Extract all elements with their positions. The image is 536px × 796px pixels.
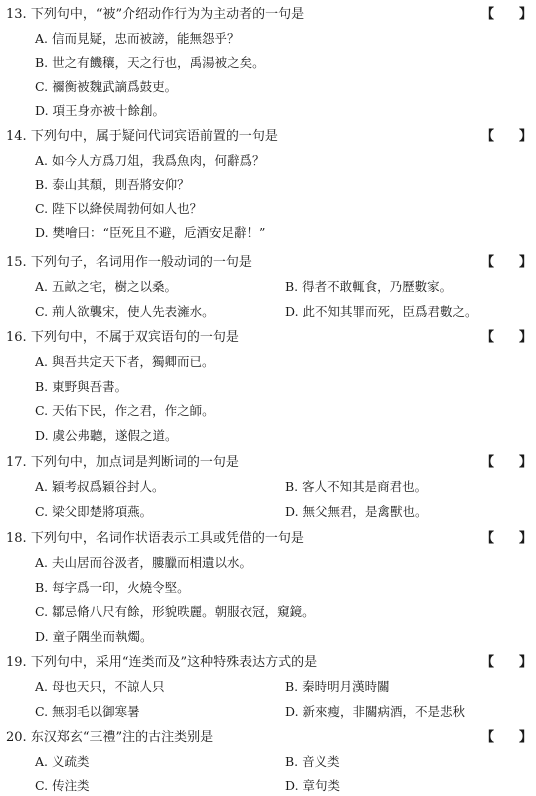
option-label: C. xyxy=(35,201,49,216)
option-a xyxy=(35,479,165,495)
option-a xyxy=(35,679,165,695)
answer-bracket-left: 【 xyxy=(481,330,495,345)
option-c xyxy=(35,79,177,95)
option-d xyxy=(285,778,340,794)
question-stem xyxy=(6,455,239,471)
option-label: A. xyxy=(35,279,49,294)
option-b xyxy=(35,55,265,71)
question-stem xyxy=(6,730,213,746)
answer-bracket-right: 】 xyxy=(519,455,533,470)
option-a xyxy=(35,754,90,770)
option-text: 秦時明月漢時關 xyxy=(302,679,390,694)
question-stem xyxy=(6,531,304,547)
option-c xyxy=(35,201,202,217)
option-text: 樊噲曰：“臣死且不避，卮酒安足辭！” xyxy=(52,225,266,240)
option-b xyxy=(285,279,452,295)
option-text: 五畝之宅，樹之以桑。 xyxy=(52,279,178,294)
option-text: 無羽毛以御寒暑 xyxy=(52,704,140,719)
question-text: 东汉郑玄“三禮”注的古注类别是 xyxy=(30,730,214,745)
option-d xyxy=(35,629,153,645)
option-text: 此不知其罪而死，臣爲君數之。 xyxy=(302,304,478,319)
option-text: 荊人欲襲宋，使人先表澭水。 xyxy=(52,304,215,319)
option-text: 陛下以絳侯周勃何如人也？ xyxy=(52,201,203,216)
question-stem xyxy=(6,655,317,671)
option-text: 穎考叔爲穎谷封人。 xyxy=(52,479,165,494)
option-c xyxy=(35,778,90,794)
option-b xyxy=(285,754,340,770)
option-label: D. xyxy=(285,304,299,319)
option-a xyxy=(35,354,215,370)
option-b xyxy=(35,379,127,395)
option-b xyxy=(285,679,390,695)
option-label: D. xyxy=(285,778,299,793)
question-text: 下列句中，不属于双宾语句的一句是 xyxy=(30,330,239,345)
option-d xyxy=(35,428,178,444)
option-label: B. xyxy=(35,379,49,394)
option-d xyxy=(285,504,428,520)
option-c xyxy=(35,403,215,419)
option-text: 如今人方爲刀俎，我爲魚肉，何辭爲？ xyxy=(52,153,265,168)
answer-bracket-right: 】 xyxy=(519,531,533,546)
option-text: 鄒忌脩八尺有餘，形貌昳麗。朝服衣冠，窺鏡。 xyxy=(52,604,315,619)
option-label: C. xyxy=(35,504,49,519)
question-number: 17. xyxy=(6,455,27,470)
option-label: A. xyxy=(35,31,49,46)
question-text: 下列句中，“被”介绍动作行为为主动者的一句是 xyxy=(30,7,305,22)
option-text: 义疏类 xyxy=(52,754,90,769)
option-label: D. xyxy=(35,103,49,118)
option-label: B. xyxy=(285,279,299,294)
question-text: 下列句中，采用“连类而及”这种特殊表达方式的是 xyxy=(30,655,318,670)
option-text: 得者不敢輒食，乃歷數家。 xyxy=(302,279,453,294)
option-text: 信而見疑，忠而被謗，能無怨乎？ xyxy=(52,31,240,46)
option-label: B. xyxy=(35,177,49,192)
answer-bracket-left: 【 xyxy=(481,531,495,546)
option-label: C. xyxy=(35,79,49,94)
option-a xyxy=(35,153,265,169)
question-stem xyxy=(6,330,239,346)
option-text: 客人不知其是商君也。 xyxy=(302,479,428,494)
question-stem xyxy=(6,255,252,271)
answer-bracket-right: 】 xyxy=(519,730,533,745)
option-text: 禰衡被魏武謫爲鼓吏。 xyxy=(52,79,178,94)
option-label: D. xyxy=(35,225,49,240)
option-b xyxy=(35,580,190,596)
answer-bracket-right: 】 xyxy=(519,655,533,670)
option-text: 天佑下民，作之君，作之師。 xyxy=(52,403,215,418)
option-text: 童子隅坐而執燭。 xyxy=(52,629,153,644)
option-label: B. xyxy=(285,679,299,694)
question-number: 18. xyxy=(6,531,27,546)
option-text: 母也天只，不諒人只 xyxy=(52,679,165,694)
answer-bracket-right: 】 xyxy=(519,255,533,270)
answer-bracket-left: 【 xyxy=(481,655,495,670)
answer-bracket-left: 【 xyxy=(481,7,495,22)
option-label: B. xyxy=(35,55,49,70)
question-stem xyxy=(6,7,304,23)
option-text: 夫山居而谷汲者，膢臘而相遺以水。 xyxy=(52,555,253,570)
option-c xyxy=(35,504,152,520)
option-label: A. xyxy=(35,754,49,769)
question-text: 下列句中，加点词是判断词的一句是 xyxy=(30,455,239,470)
option-text: 传注类 xyxy=(52,778,90,793)
option-label: B. xyxy=(285,479,299,494)
option-text: 章句类 xyxy=(302,778,341,793)
option-label: A. xyxy=(35,679,49,694)
option-text: 無父無君，是禽獸也。 xyxy=(302,504,428,519)
question-number: 14. xyxy=(6,129,27,144)
question-text: 下列句中，属于疑问代词宾语前置的一句是 xyxy=(30,129,278,144)
option-label: A. xyxy=(35,354,49,369)
option-label: C. xyxy=(35,778,49,793)
option-label: D. xyxy=(285,504,299,519)
answer-bracket-left: 【 xyxy=(481,255,495,270)
answer-bracket-left: 【 xyxy=(481,129,495,144)
question-number: 13. xyxy=(6,7,27,22)
option-text: 虞公弗聽，遂假之道。 xyxy=(52,428,178,443)
option-label: A. xyxy=(35,555,49,570)
question-stem xyxy=(6,129,278,145)
option-b xyxy=(35,177,190,193)
option-label: C. xyxy=(35,604,49,619)
option-label: C. xyxy=(35,704,49,719)
question-number: 15. xyxy=(6,255,27,270)
option-label: B. xyxy=(285,754,299,769)
question-text: 下列句中，名词作状语表示工具或凭借的一句是 xyxy=(30,531,304,546)
option-label: D. xyxy=(35,428,49,443)
option-label: C. xyxy=(35,304,49,319)
option-d xyxy=(285,304,478,320)
option-label: A. xyxy=(35,153,49,168)
option-text: 東野與吾書。 xyxy=(52,379,128,394)
option-text: 梁父即楚將項燕。 xyxy=(52,504,153,519)
option-c xyxy=(35,604,315,620)
option-c xyxy=(35,304,215,320)
option-a xyxy=(35,31,240,47)
answer-bracket-left: 【 xyxy=(481,730,495,745)
option-label: D. xyxy=(285,704,299,719)
option-d xyxy=(35,103,165,119)
option-text: 新來瘦，非關病酒，不是悲秋 xyxy=(302,704,466,719)
option-text: 與吾共定天下者，獨卿而已。 xyxy=(52,354,215,369)
option-text: 音义类 xyxy=(302,754,340,769)
answer-bracket-right: 】 xyxy=(519,330,533,345)
option-d xyxy=(285,704,465,720)
question-number: 19. xyxy=(6,655,27,670)
answer-bracket-right: 】 xyxy=(519,129,533,144)
question-number: 16. xyxy=(6,330,27,345)
answer-bracket-right: 】 xyxy=(519,7,533,22)
question-text: 下列句子，名词用作一般动词的一句是 xyxy=(30,255,252,270)
option-b xyxy=(285,479,427,495)
option-d xyxy=(35,225,265,241)
option-text: 項王身亦被十餘創。 xyxy=(52,103,166,118)
option-a xyxy=(35,279,177,295)
option-text: 世之有饑穰，天之行也，禹湯被之矣。 xyxy=(52,55,265,70)
answer-bracket-left: 【 xyxy=(481,455,495,470)
option-label: A. xyxy=(35,479,49,494)
option-text: 每字爲一印，火燒令堅。 xyxy=(52,580,190,595)
option-c xyxy=(35,704,140,720)
option-label: D. xyxy=(35,629,49,644)
option-label: B. xyxy=(35,580,49,595)
option-a xyxy=(35,555,252,571)
option-text: 泰山其頹，則吾將安仰？ xyxy=(52,177,190,192)
question-number: 20. xyxy=(6,730,27,745)
option-label: C. xyxy=(35,403,49,418)
